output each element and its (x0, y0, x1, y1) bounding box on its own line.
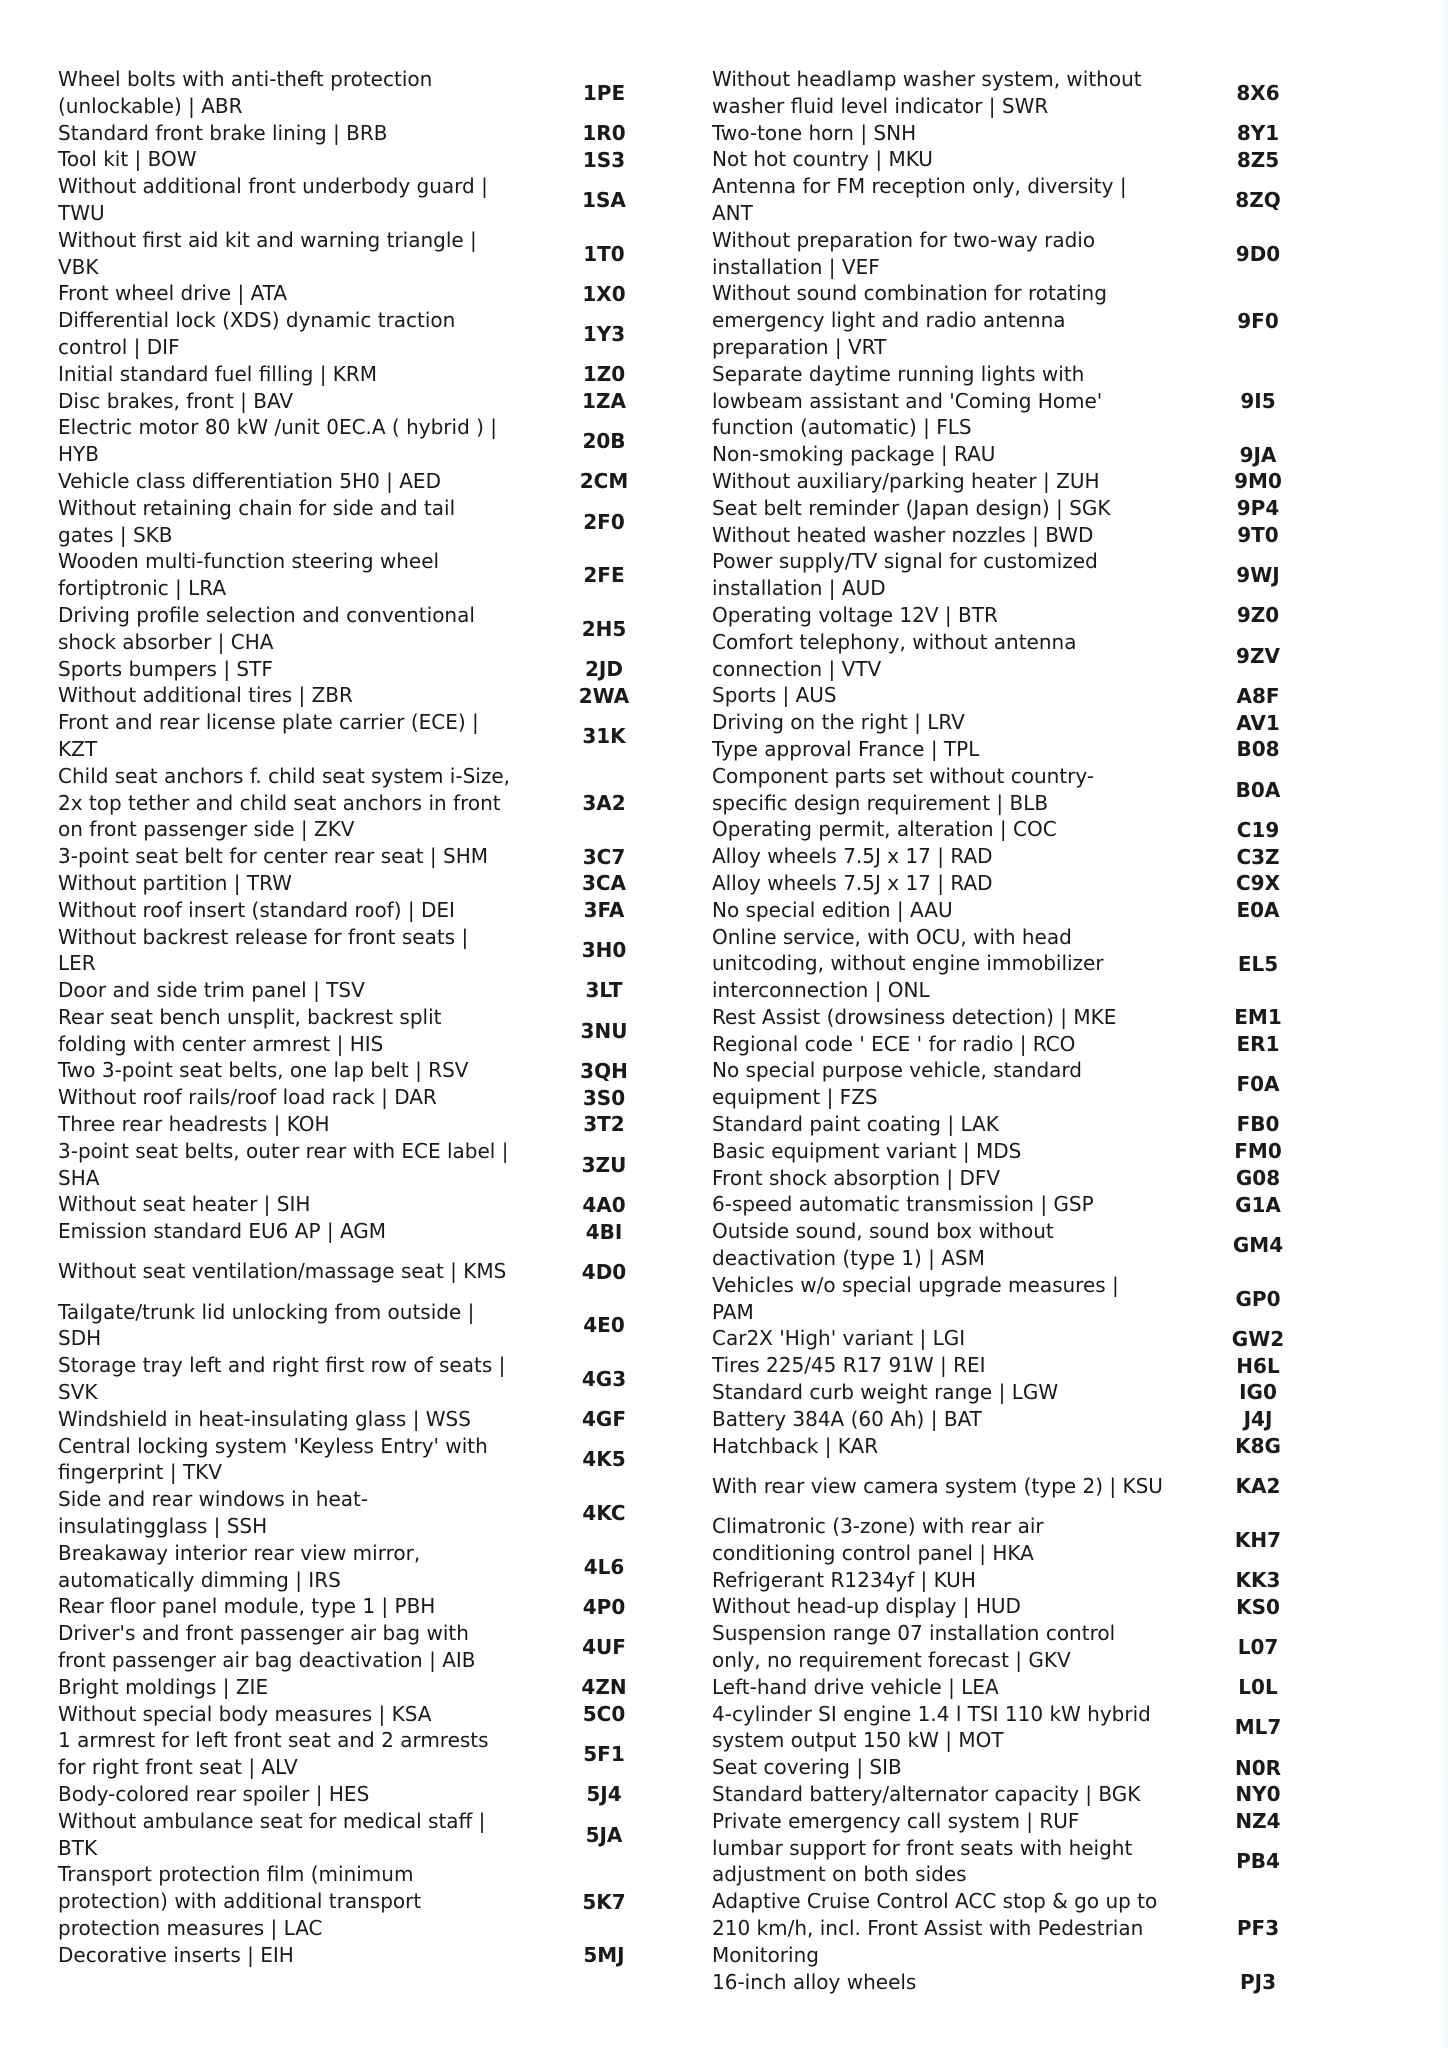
equipment-description: Driver's and front passenger air bag with front passenger air bag deactivation | AIB (58, 1621, 476, 1673)
equipment-code: J4J (1243, 1407, 1273, 1432)
equipment-code: C9X (1235, 871, 1280, 896)
equipment-row (58, 66, 698, 120)
equipment-code: 9I5 (1240, 388, 1276, 413)
equipment-description: Emission standard EU6 AP | AGM (58, 1219, 387, 1244)
equipment-code: 9T0 (1237, 522, 1279, 547)
equipment-code: A8F (1236, 683, 1280, 708)
equipment-code: 5J4 (586, 1782, 622, 1807)
equipment-description: Without additional front underbody guard | TWU (58, 174, 488, 225)
equipment-description: 4-cylinder SI engine 1.4 l TSI 110 kW hybrid system output 150 kW | MOT (712, 1701, 1151, 1753)
equipment-row (712, 843, 1352, 870)
equipment-row (712, 1111, 1352, 1138)
equipment-description: Tires 225/45 R17 91W | REI (712, 1353, 986, 1378)
equipment-code: 3A2 (582, 790, 626, 815)
equipment-row (58, 468, 698, 495)
equipment-code: 4BI (585, 1219, 623, 1244)
equipment-description: Regional code ' ECE ' for radio | RCO (712, 1031, 1076, 1056)
equipment-row (58, 1191, 698, 1218)
equipment-code: 4L6 (583, 1554, 625, 1579)
equipment-code: 3ZU (581, 1152, 627, 1177)
equipment-row (712, 1165, 1352, 1192)
equipment-row (58, 1620, 698, 1674)
equipment-description: Basic equipment variant | MDS (712, 1138, 1022, 1163)
equipment-code: 9Z0 (1236, 603, 1280, 628)
equipment-description: Without seat heater | SIH (58, 1192, 311, 1217)
equipment-code: 1S3 (582, 147, 626, 172)
equipment-code: ER1 (1236, 1032, 1280, 1057)
equipment-code: KS0 (1236, 1594, 1280, 1619)
equipment-description: Front and rear license plate carrier (ECE) | KZT (58, 710, 479, 761)
equipment-row (712, 1057, 1352, 1111)
equipment-code: GP0 (1235, 1286, 1281, 1311)
equipment-row (58, 1352, 698, 1406)
equipment-code: 3C7 (582, 844, 626, 869)
equipment-description: Alloy wheels 7.5J x 17 | RAD (712, 844, 993, 869)
equipment-description: Driving profile selection and conventional shock absorber | CHA (58, 602, 475, 654)
equipment-row (58, 1808, 698, 1862)
equipment-row (58, 1486, 698, 1540)
equipment-description: Wheel bolts with anti-theft protection (unlockable) | ABR (58, 67, 433, 118)
equipment-row (712, 361, 1352, 441)
equipment-code: C19 (1236, 817, 1280, 842)
equipment-description: Side and rear windows in heat-insulatingglass | SSH (58, 1487, 369, 1539)
equipment-row (58, 1540, 698, 1594)
equipment-description: 16-inch alloy wheels (712, 1969, 917, 1994)
equipment-code: 3QH (580, 1058, 628, 1083)
equipment-code: 5MJ (583, 1943, 625, 1968)
equipment-row (712, 522, 1352, 549)
equipment-code: EM1 (1234, 1005, 1282, 1030)
equipment-row (58, 924, 698, 978)
equipment-code: GM4 (1232, 1233, 1284, 1258)
equipment-row (712, 1620, 1352, 1674)
equipment-code: 1R0 (582, 120, 626, 145)
equipment-row (712, 1191, 1352, 1218)
equipment-row (58, 1861, 698, 1941)
equipment-description: 6-speed automatic transmission | GSP (712, 1192, 1094, 1217)
equipment-description: Without roof rails/roof load rack | DAR (58, 1085, 437, 1110)
equipment-code: G08 (1235, 1166, 1281, 1191)
equipment-description: Without special body measures | KSA (58, 1701, 432, 1726)
equipment-row (712, 1325, 1352, 1352)
equipment-code: 2JD (585, 656, 623, 681)
scan-edge (1440, 0, 1448, 2048)
equipment-code: 9M0 (1234, 469, 1282, 494)
equipment-description: Adaptive Cruise Control ACC stop & go up to 210 km/h, incl. Front Assist with Pedestrian Monitoring (712, 1889, 1158, 1967)
equipment-code: 9WJ (1236, 563, 1280, 588)
equipment-description: Breakaway interior rear view mirror, automatically dimming | IRS (58, 1540, 421, 1592)
equipment-description: Without sound combination for rotating emergency light and radio antenna preparation | VRT (712, 281, 1107, 359)
equipment-code: 8X6 (1236, 80, 1280, 105)
equipment-row (712, 1272, 1352, 1326)
equipment-code: 1ZA (582, 388, 626, 413)
equipment-code: AV1 (1236, 710, 1280, 735)
equipment-row (58, 1727, 698, 1781)
equipment-description: lumbar support for front seats with height adjustment on both sides (712, 1835, 1133, 1887)
equipment-description: Standard front brake lining | BRB (58, 120, 388, 145)
equipment-row (712, 1031, 1352, 1058)
equipment-code: 2CM (579, 469, 629, 494)
equipment-code: 4E0 (583, 1313, 625, 1338)
equipment-description: Operating permit, alteration | COC (712, 817, 1057, 842)
equipment-code: NZ4 (1235, 1809, 1281, 1834)
equipment-code: NY0 (1235, 1782, 1281, 1807)
equipment-description: Front shock absorption | DFV (712, 1165, 1001, 1190)
equipment-description: Without auxiliary/parking heater | ZUH (712, 468, 1100, 493)
equipment-row (58, 1245, 698, 1299)
equipment-row (58, 173, 698, 227)
equipment-row (712, 709, 1352, 736)
equipment-description: Driving on the right | LRV (712, 710, 965, 735)
equipment-description: Comfort telephony, without antenna connection | VTV (712, 629, 1077, 681)
equipment-description: Without roof insert (standard roof) | DEI (58, 897, 455, 922)
equipment-description: Without additional tires | ZBR (58, 683, 353, 708)
equipment-code: G1A (1235, 1192, 1281, 1217)
equipment-description: Standard battery/alternator capacity | BGK (712, 1782, 1141, 1806)
equipment-code: 4D0 (581, 1259, 627, 1284)
equipment-description: No special purpose vehicle, standard equipment | FZS (712, 1058, 1082, 1110)
equipment-description: Type approval France | TPL (712, 736, 980, 761)
equipment-code: 4G3 (581, 1367, 627, 1392)
equipment-description: Without heated washer nozzles | BWD (712, 522, 1094, 547)
equipment-description: Front wheel drive | ATA (58, 281, 288, 306)
equipment-row (58, 1084, 698, 1111)
equipment-row (58, 1593, 698, 1620)
equipment-row (712, 924, 1352, 1004)
equipment-row (712, 1379, 1352, 1406)
equipment-description: Sports | AUS (712, 683, 837, 708)
equipment-description: 3-point seat belts, outer rear with ECE label | SHA (58, 1138, 509, 1190)
equipment-code: 3H0 (581, 938, 627, 963)
equipment-row (58, 1138, 698, 1192)
equipment-row (712, 1459, 1352, 1513)
equipment-row (58, 1111, 698, 1138)
equipment-description: Transport protection film (minimum protection) with additional transport protection measures | LAC (58, 1862, 422, 1940)
equipment-description: Without headlamp washer system, without washer fluid level indicator | SWR (712, 67, 1142, 118)
equipment-description: Without ambulance seat for medical staff | BTK (58, 1808, 486, 1860)
equipment-code: 4GF (582, 1407, 626, 1432)
equipment-description: Rear floor panel module, type 1 | PBH (58, 1594, 436, 1619)
equipment-code: 9ZV (1236, 643, 1280, 668)
equipment-description: Door and side trim panel | TSV (58, 978, 365, 1003)
equipment-description: Sports bumpers | STF (58, 656, 273, 681)
equipment-code: PF3 (1236, 1916, 1280, 1941)
equipment-row (712, 1513, 1352, 1567)
equipment-row (712, 120, 1352, 147)
equipment-row (58, 1781, 698, 1808)
equipment-code: 1Z0 (582, 362, 626, 387)
equipment-description: Battery 384A (60 Ah) | BAT (712, 1406, 982, 1431)
equipment-description: Hatchback | KAR (712, 1433, 879, 1458)
equipment-description: Antenna for FM reception only, diversity | ANT (712, 174, 1127, 225)
equipment-row (712, 66, 1352, 120)
equipment-row (712, 1701, 1352, 1755)
equipment-code: 1PE (582, 80, 626, 105)
equipment-description: Left-hand drive vehicle | LEA (712, 1674, 999, 1699)
equipment-code: IG0 (1239, 1380, 1277, 1405)
equipment-row (58, 307, 698, 361)
equipment-description: Decorative inserts | EIH (58, 1942, 294, 1967)
equipment-code: 2F0 (583, 509, 625, 534)
equipment-description: Suspension range 07 installation control only, no requirement forecast | GKV (712, 1621, 1116, 1673)
equipment-row (712, 1138, 1352, 1165)
equipment-code: 1Y3 (582, 321, 626, 346)
equipment-code: B08 (1236, 737, 1280, 762)
equipment-row (712, 1969, 1352, 1996)
equipment-row (58, 146, 698, 173)
equipment-description: Vehicles w/o special upgrade measures | PAM (712, 1272, 1119, 1324)
equipment-code: 1T0 (583, 241, 625, 266)
equipment-row (712, 146, 1352, 173)
equipment-description: Windshield in heat-insulating glass | WSS (58, 1406, 471, 1431)
equipment-row (712, 629, 1352, 683)
equipment-code: KK3 (1235, 1568, 1281, 1593)
equipment-row (712, 173, 1352, 227)
equipment-description: Car2X 'High' variant | LGI (712, 1326, 966, 1351)
equipment-description: Wooden multi-function steering wheel fortiptronic | LRA (58, 549, 440, 601)
equipment-code: KH7 (1234, 1527, 1282, 1552)
equipment-code: 3NU (580, 1018, 628, 1043)
equipment-code: 2FE (583, 563, 625, 588)
equipment-row (712, 816, 1352, 843)
equipment-code: 4P0 (582, 1594, 626, 1619)
equipment-description: Standard paint coating | LAK (712, 1112, 999, 1137)
equipment-row (58, 361, 698, 388)
equipment-code: 5JA (585, 1822, 623, 1847)
equipment-row (712, 682, 1352, 709)
equipment-code: 4UF (582, 1635, 626, 1660)
equipment-row (712, 441, 1352, 468)
equipment-code: 4KC (582, 1501, 626, 1526)
equipment-row (712, 897, 1352, 924)
equipment-code: F0A (1236, 1072, 1280, 1097)
equipment-description: Two 3-point seat belts, one lap belt | RSV (58, 1058, 469, 1083)
equipment-row (712, 763, 1352, 817)
equipment-description: Online service, with OCU, with head unitcoding, without engine immobilizer interconnection | ONL (712, 924, 1104, 1003)
equipment-description: Without first aid kit and warning triangle | VBK (58, 227, 477, 279)
equipment-description: Storage tray left and right first row of seats | SVK (58, 1353, 506, 1405)
left-column (58, 66, 698, 1969)
equipment-row (58, 227, 698, 281)
equipment-description: No special edition | AAU (712, 897, 953, 922)
equipment-code: 3S0 (582, 1085, 626, 1110)
equipment-row (58, 120, 698, 147)
equipment-description: Outside sound, sound box without deactivation (type 1) | ASM (712, 1219, 1054, 1271)
equipment-code: 4K5 (582, 1447, 626, 1472)
equipment-code: 2H5 (581, 616, 627, 641)
equipment-description: Component parts set without country-specific design requirement | BLB (712, 763, 1095, 815)
equipment-code: ML7 (1234, 1715, 1282, 1740)
equipment-code: GW2 (1231, 1326, 1285, 1351)
equipment-row (712, 1406, 1352, 1433)
equipment-description: 1 armrest for left front seat and 2 armrests for right front seat | ALV (58, 1728, 489, 1780)
equipment-code: 20B (582, 429, 626, 454)
equipment-row (58, 602, 698, 656)
equipment-row (58, 1218, 698, 1245)
equipment-code: FB0 (1236, 1112, 1280, 1137)
equipment-code: 8Y1 (1236, 120, 1280, 145)
right-column (712, 66, 1352, 1995)
equipment-row (712, 280, 1352, 360)
equipment-description: Rear seat bench unsplit, backrest split folding with center armrest | HIS (58, 1004, 442, 1056)
equipment-description: Operating voltage 12V | BTR (712, 602, 998, 627)
equipment-code: 4ZN (581, 1675, 627, 1700)
equipment-code: 9JA (1239, 442, 1277, 467)
equipment-row (712, 227, 1352, 281)
equipment-description: Non-smoking package | RAU (712, 442, 996, 467)
equipment-code: 3LT (585, 978, 623, 1003)
equipment-row (58, 280, 698, 307)
equipment-code: 2WA (578, 683, 630, 708)
equipment-description: Private emergency call system | RUF (712, 1808, 1080, 1833)
equipment-row (712, 468, 1352, 495)
equipment-code: 3CA (581, 871, 627, 896)
equipment-row (58, 1942, 698, 1969)
equipment-row (712, 495, 1352, 522)
equipment-row (58, 1674, 698, 1701)
equipment-description: Without retaining chain for side and tail gates | SKB (58, 495, 456, 547)
equipment-row (712, 548, 1352, 602)
equipment-row (58, 1004, 698, 1058)
equipment-row (58, 763, 698, 843)
equipment-row (712, 1352, 1352, 1379)
equipment-code: N0R (1234, 1755, 1282, 1780)
equipment-description: Initial standard fuel filling | KRM (58, 361, 378, 386)
equipment-code: 8ZQ (1235, 187, 1281, 212)
equipment-code: 5F1 (583, 1742, 625, 1767)
equipment-code: EL5 (1237, 951, 1279, 976)
equipment-description: Without partition | TRW (58, 870, 292, 895)
equipment-row (58, 656, 698, 683)
equipment-code: KA2 (1235, 1474, 1281, 1499)
equipment-code: 3T2 (583, 1112, 625, 1137)
equipment-code: 5C0 (582, 1702, 626, 1726)
equipment-row (712, 1888, 1352, 1968)
equipment-description: With rear view camera system (type 2) | KSU (712, 1473, 1163, 1498)
equipment-code: H6L (1236, 1353, 1280, 1378)
equipment-description: Standard curb weight range | LGW (712, 1380, 1059, 1405)
equipment-row (58, 548, 698, 602)
equipment-description: Central locking system 'Keyless Entry' with fingerprint | TKV (58, 1433, 488, 1485)
equipment-code: K8G (1235, 1434, 1281, 1459)
equipment-description: Bright moldings | ZIE (58, 1674, 269, 1699)
equipment-description: Disc brakes, front | BAV (58, 388, 294, 413)
equipment-description: Rest Assist (drowsiness detection) | MKE (712, 1004, 1117, 1029)
equipment-description: 3-point seat belt for center rear seat | SHM (58, 844, 488, 869)
equipment-code: 8Z5 (1236, 147, 1280, 172)
equipment-description: Vehicle class differentiation 5H0 | AED (58, 468, 441, 493)
equipment-description: Electric motor 80 kW /unit 0EC.A ( hybrid ) | HYB (58, 415, 498, 467)
equipment-row (712, 1004, 1352, 1031)
equipment-description: Two-tone horn | SNH (712, 120, 917, 145)
equipment-row (712, 1754, 1352, 1781)
equipment-row (58, 897, 698, 924)
equipment-description: Child seat anchors f. child seat system i-Size, 2x top tether and child seat anchors in front on front passenger side | ZKV (58, 763, 510, 842)
equipment-row (58, 709, 698, 763)
equipment-code: E0A (1236, 898, 1280, 923)
equipment-row (712, 870, 1352, 897)
equipment-code: PB4 (1236, 1849, 1280, 1874)
equipment-row (712, 602, 1352, 629)
equipment-description: Body-colored rear spoiler | HES (58, 1782, 370, 1806)
equipment-description: Without backrest release for front seats | LER (58, 924, 469, 976)
equipment-code: 31K (582, 723, 626, 748)
equipment-code: 3FA (583, 898, 625, 923)
equipment-row (58, 682, 698, 709)
equipment-row (58, 414, 698, 468)
equipment-code: C3Z (1236, 844, 1280, 869)
equipment-code: B0A (1235, 777, 1281, 802)
equipment-description: Separate daytime running lights with lowbeam assistant and 'Coming Home' function (automatic) | FLS (712, 361, 1103, 440)
equipment-row (712, 1218, 1352, 1272)
equipment-code: 1X0 (582, 281, 626, 306)
equipment-description: Three rear headrests | KOH (58, 1112, 330, 1137)
equipment-description: Power supply/TV signal for customized installation | AUD (712, 549, 1098, 601)
equipment-code: 4A0 (582, 1192, 626, 1217)
equipment-description: Without preparation for two-way radio installation | VEF (712, 227, 1096, 279)
equipment-description: Seat belt reminder (Japan design) | SGK (712, 495, 1111, 520)
equipment-description: Not hot country | MKU (712, 147, 933, 172)
equipment-row (712, 736, 1352, 763)
equipment-row (58, 870, 698, 897)
equipment-code: L0L (1238, 1675, 1278, 1700)
equipment-row (58, 495, 698, 549)
equipment-row (58, 1701, 698, 1728)
equipment-description: Alloy wheels 7.5J x 17 | RAD (712, 870, 993, 895)
equipment-row (712, 1433, 1352, 1460)
equipment-row (58, 843, 698, 870)
equipment-row (712, 1781, 1352, 1808)
equipment-description: Tool kit | BOW (58, 147, 197, 172)
equipment-row (712, 1567, 1352, 1594)
equipment-row (58, 1057, 698, 1084)
equipment-code: 9D0 (1235, 241, 1281, 266)
equipment-row (712, 1674, 1352, 1701)
equipment-code: 1SA (582, 187, 626, 212)
equipment-description: Differential lock (XDS) dynamic traction control | DIF (58, 308, 456, 359)
equipment-row (58, 1406, 698, 1433)
equipment-description: Refrigerant R1234yf | KUH (712, 1567, 976, 1592)
equipment-description: Tailgate/trunk lid unlocking from outside | SDH (58, 1299, 475, 1351)
equipment-row (58, 1299, 698, 1353)
equipment-description: Climatronic (3-zone) with rear air conditioning control panel | HKA (712, 1514, 1044, 1565)
equipment-row (58, 388, 698, 415)
equipment-description: Without head-up display | HUD (712, 1594, 1021, 1619)
equipment-row (58, 1433, 698, 1487)
equipment-description: Without seat ventilation/massage seat | KMS (58, 1259, 507, 1284)
equipment-code: PJ3 (1239, 1969, 1276, 1994)
equipment-row (712, 1808, 1352, 1835)
equipment-row (712, 1835, 1352, 1889)
equipment-row (712, 1593, 1352, 1620)
equipment-code: 9P4 (1236, 496, 1280, 521)
equipment-code: FM0 (1234, 1139, 1282, 1164)
equipment-code: 5K7 (582, 1889, 626, 1914)
equipment-code: 9F0 (1237, 308, 1279, 333)
equipment-code: L07 (1237, 1635, 1279, 1660)
equipment-row (58, 977, 698, 1004)
equipment-description: Seat covering | SIB (712, 1755, 902, 1780)
